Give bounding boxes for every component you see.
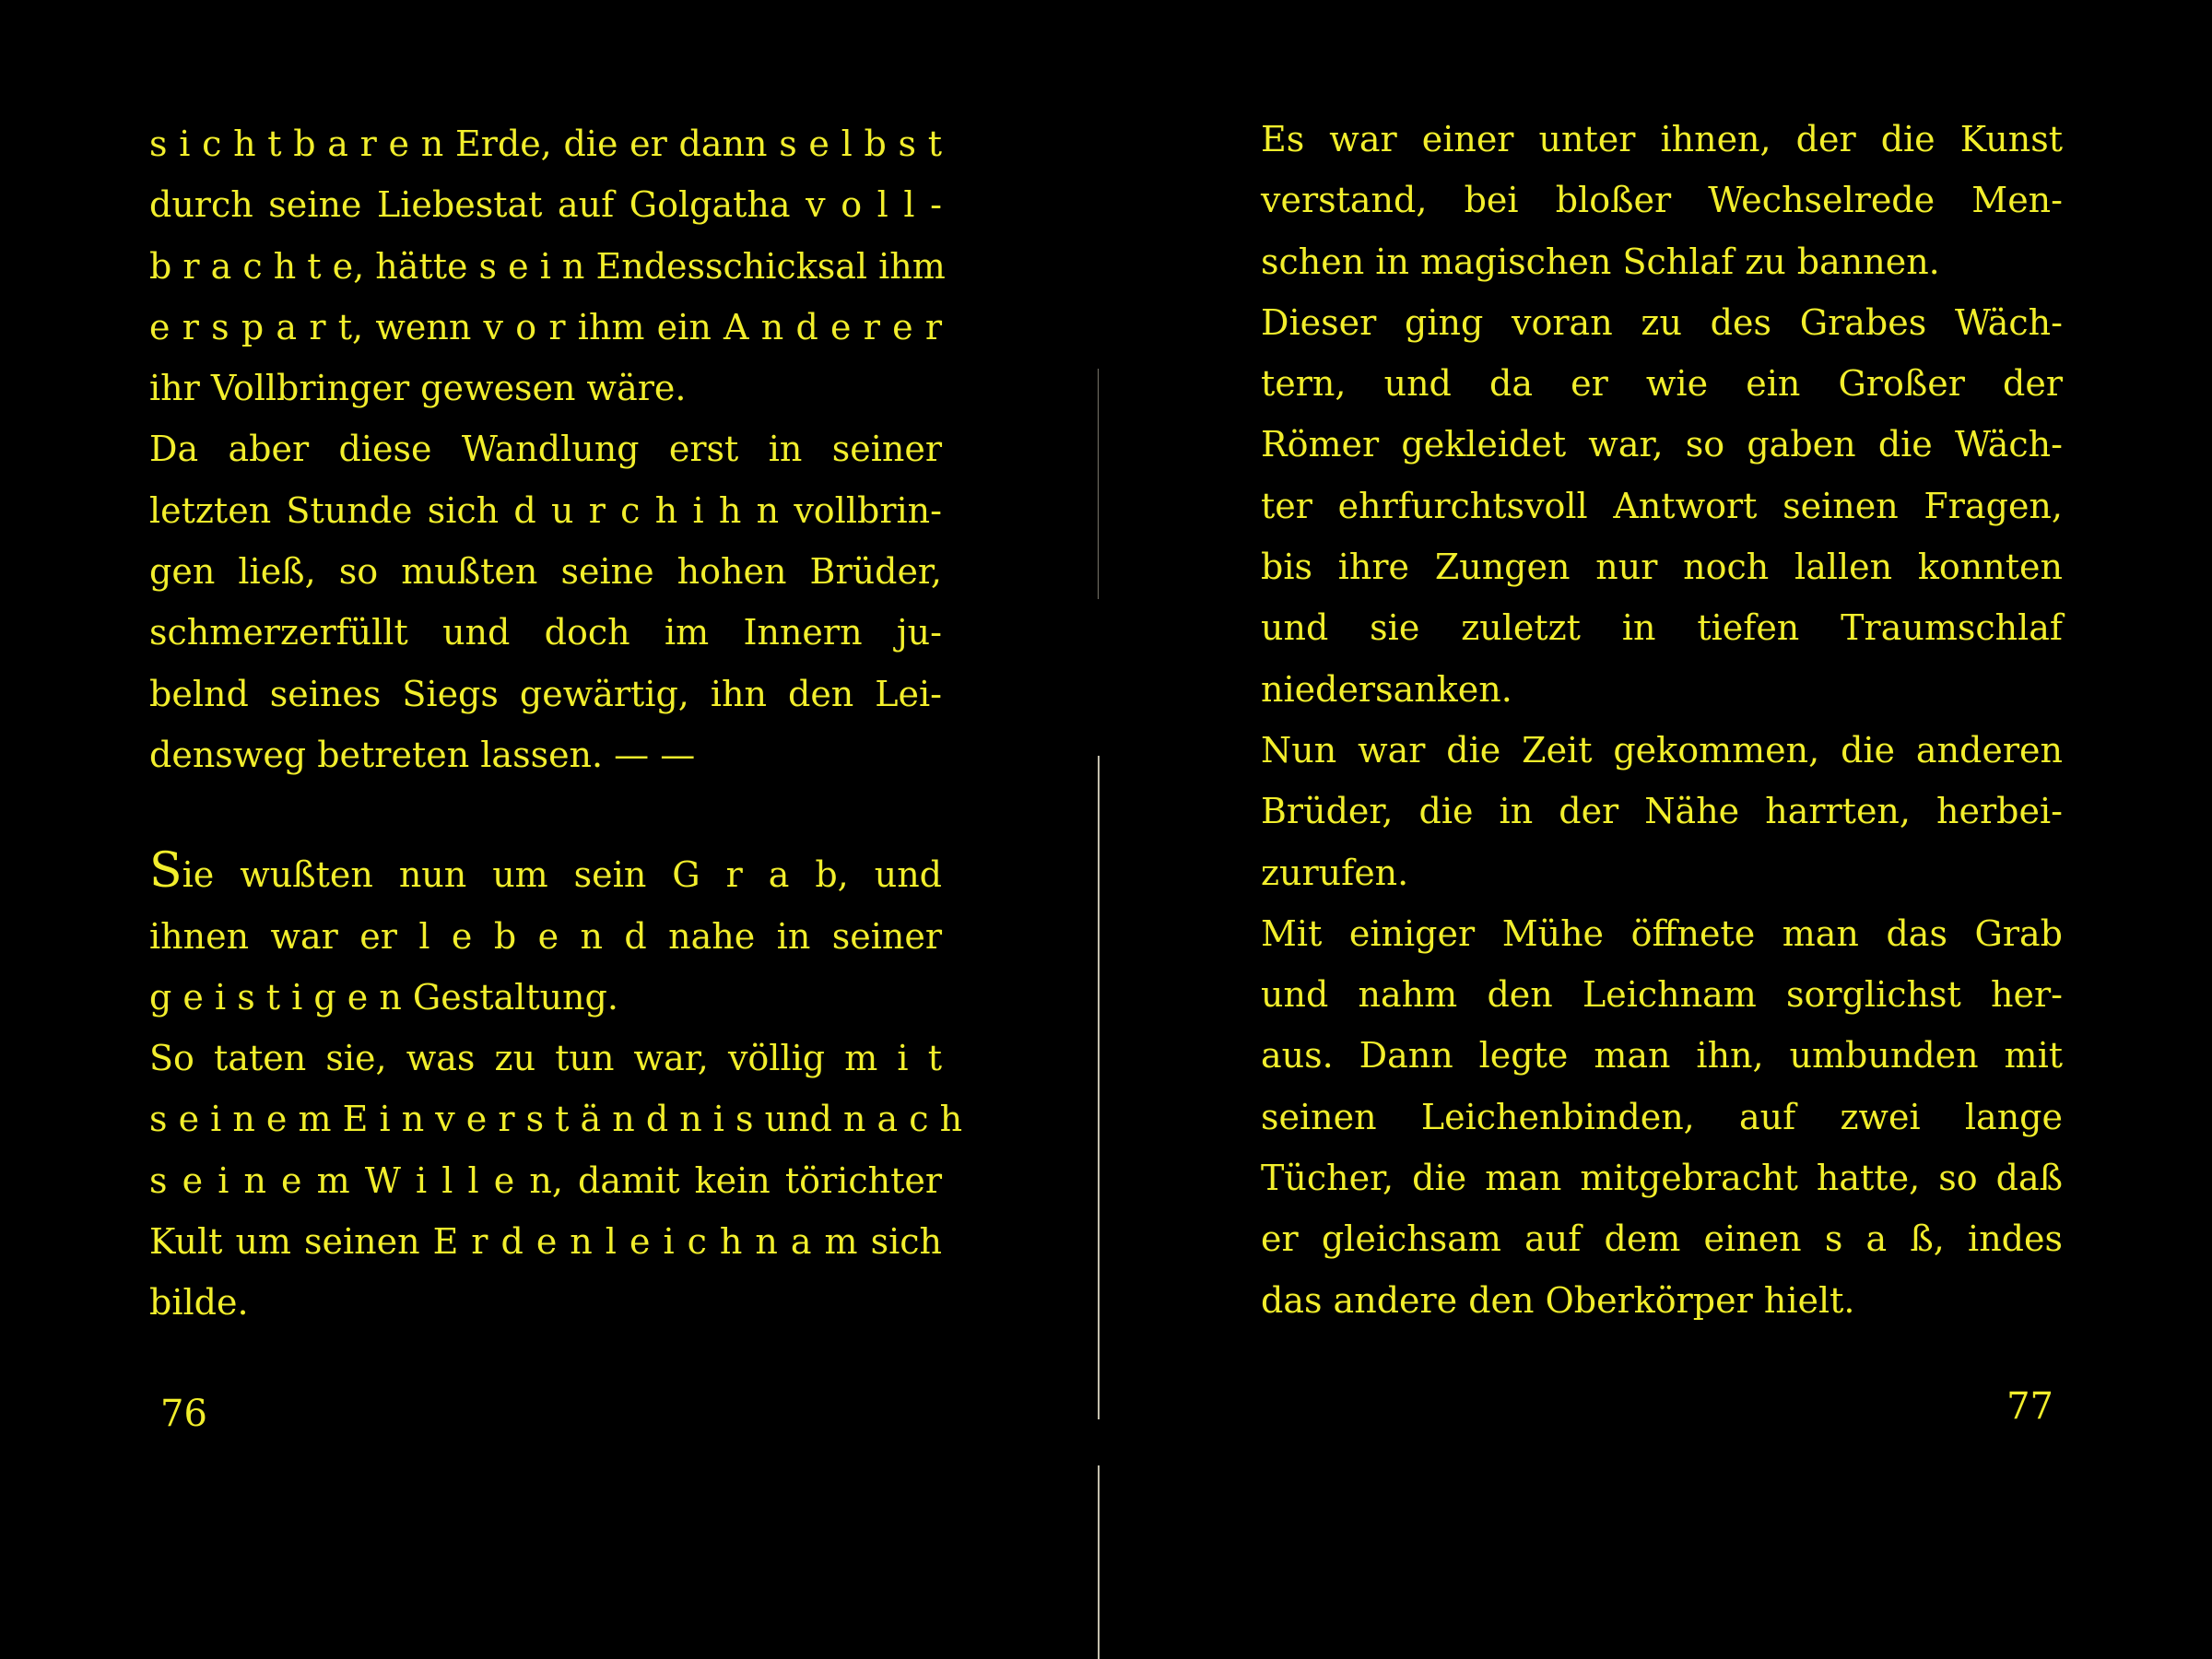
text-line: gen ließ, so mußten seine hohen Brüder, [149, 551, 942, 593]
text-line: bis ihre Zungen nur noch lallen konnten [1261, 547, 2063, 588]
text-line: densweg betreten lassen. — — [149, 734, 696, 775]
text-line: bilde. [149, 1282, 249, 1324]
text-line: niedersanken. [1261, 668, 1512, 710]
paragraph-gap [149, 785, 942, 844]
text-line: Römer gekleidet war, so gaben die Wäch- [1261, 424, 2063, 465]
text-line: er gleichsam auf dem einen s a ß, indes [1261, 1218, 2063, 1260]
text-line: tern, und da er wie ein Großer der [1261, 363, 2063, 405]
text-line: Dieser ging voran zu des Grabes Wäch- [1261, 301, 2063, 343]
text-line: Es war einer unter ihnen, der die Kunst [1261, 119, 2063, 159]
text-line: schen in magischen Schlaf zu bannen. [1261, 241, 1940, 282]
left-page [0, 0, 1097, 1659]
text-line: Mit einiger Mühe öffnete man das Grab [1261, 912, 2063, 954]
text-line: seinen Leichenbinden, auf zwei lange [1261, 1096, 2063, 1137]
text-line: zurufen. [1261, 852, 1409, 893]
text-line: g e i s t i g e n Gestaltung. [149, 976, 618, 1018]
right-page-text [1261, 109, 2063, 1331]
text-line: durch seine Liebestat auf Golgatha v o l l - [149, 184, 942, 226]
text-line: belnd seines Siegs gewärtig, ihn den Lei- [149, 673, 942, 714]
text-line: Kult um seinen E r d e n l e i c h n a m sich [149, 1221, 942, 1263]
initial-letter: S [149, 843, 182, 900]
text-line: Da aber diese Wandlung erst in seiner [149, 429, 942, 470]
text-line: Nun war die Zeit gekommen, die anderen [1261, 729, 2063, 771]
left-page-text [149, 113, 963, 1334]
text-line: So taten sie, was zu tun war, völlig m i t [149, 1038, 942, 1079]
text-line: schmerzerfüllt und doch im Innern ju- [149, 612, 942, 653]
text-line: und sie zuletzt in tiefen Traumschlaf [1261, 607, 2063, 649]
text-line: s i c h t b a r e n Erde, die er dann s e l b s t [149, 124, 943, 164]
text-line: Sie wußten nun um sein G r a b, und [149, 843, 942, 900]
text-line: s e i n e m W i l l e n, damit kein törichter [149, 1159, 942, 1201]
text-line: letzten Stunde sich d u r c h i h n vollbrin- [149, 489, 942, 531]
right-page [1097, 0, 2212, 1659]
text-line: ihr Vollbringer gewesen wäre. [149, 368, 687, 409]
text-line: Tücher, die man mitgebracht hatte, so daß [1261, 1158, 2063, 1199]
page-number-right: 77 [2006, 1385, 2053, 1428]
text-line: das andere den Oberkörper hielt. [1261, 1279, 1855, 1321]
text-line: b r a c h t e, hätte s e i n Endesschicksal ihm [149, 245, 946, 287]
text-line: e r s p a r t, wenn v o r ihm ein A n d e r e r [149, 306, 943, 347]
text-line: ter ehrfurchtsvoll Antwort seinen Fragen, [1261, 485, 2063, 526]
text-line: Brüder, die in der Nähe harrten, herbei- [1261, 791, 2063, 832]
text-line: aus. Dann legte man ihn, umbunden mit [1261, 1035, 2063, 1077]
text-line: s e i n e m E i n v e r s t ä n d n i s und n a c h [149, 1099, 963, 1140]
text-line: ihnen war er l e b e n d nahe in seiner [149, 915, 942, 957]
text-line: verstand, bei bloßer Wechselrede Men- [1261, 180, 2063, 221]
page-number-left: 76 [160, 1393, 207, 1435]
text-line: und nahm den Leichnam sorglichst her- [1261, 974, 2063, 1016]
